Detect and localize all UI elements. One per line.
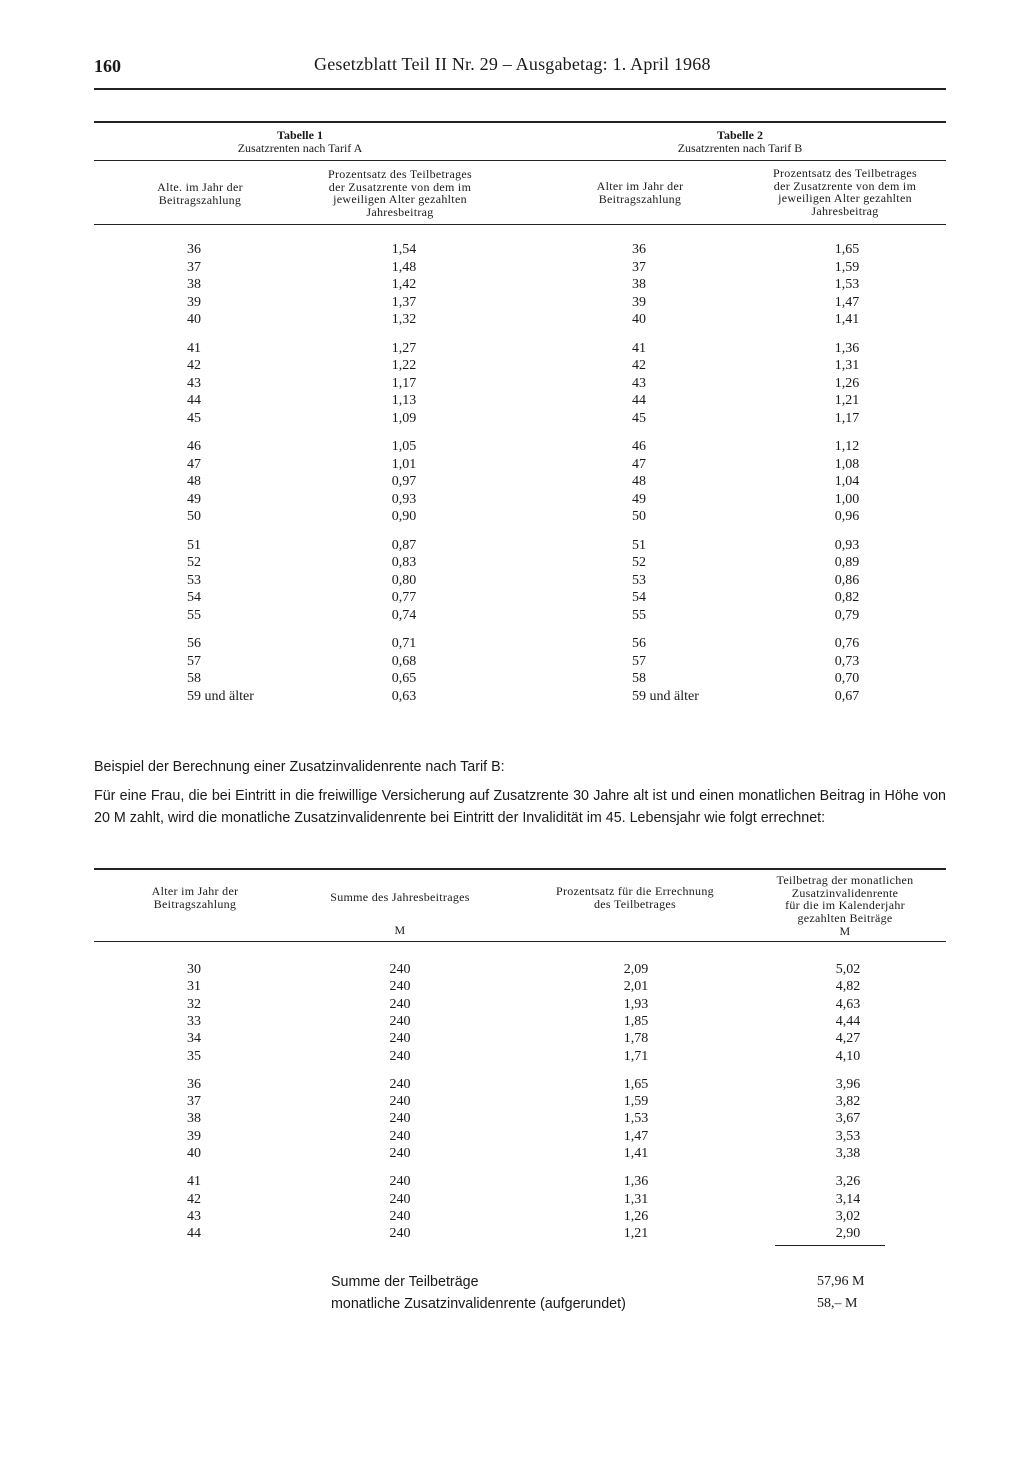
percent-cell: 1,71 — [623, 1048, 649, 1064]
table1-title: Tabelle 1 — [277, 128, 323, 142]
age-cell: 51 — [632, 537, 646, 553]
percent-cell: 0,67 — [834, 688, 860, 704]
age-cell: 54 — [632, 590, 646, 605]
age-cell: 44 — [187, 393, 201, 408]
percent-cell: 0,93 — [391, 491, 417, 507]
percent-cell: 0,86 — [834, 572, 860, 588]
sum-cell: 240 — [389, 1208, 411, 1224]
running-title: Gesetzblatt Teil II Nr. 29 – Ausgabetag: 1. April 1968 — [314, 54, 711, 74]
age-cell: 37 — [187, 1094, 201, 1110]
sum-cell: 240 — [389, 1048, 411, 1064]
percent-cell: 1,31 — [623, 1191, 649, 1207]
percent-cell: 0,89 — [834, 555, 860, 570]
age-cell: 39 — [187, 1128, 201, 1144]
percent-cell: 1,59 — [834, 259, 860, 275]
table3-age-header — [100, 885, 290, 910]
part-cell: 3,67 — [835, 1111, 861, 1127]
sum-value: 57,96 M — [817, 1274, 865, 1289]
percent-cell: 1,32 — [391, 312, 417, 327]
percent-cell: 0,70 — [834, 671, 860, 686]
age-cell: 40 — [187, 1146, 201, 1161]
age-cell: 36 — [632, 242, 646, 257]
table2-age-header — [550, 180, 730, 205]
percent-cell: 0,68 — [391, 653, 417, 669]
age-cell: 33 — [187, 1013, 201, 1029]
percent-cell: 1,01 — [391, 456, 417, 472]
header-line: Prozentsatz des Teilbetrages — [328, 167, 472, 181]
table1-subtitle: Zusatzrenten nach Tarif A — [237, 141, 363, 155]
age-cell: 59 und älter — [187, 688, 254, 704]
age-cell: 58 — [632, 671, 646, 686]
sum-cell: 240 — [389, 1031, 411, 1047]
sum-cell: 240 — [389, 962, 411, 977]
percent-cell: 0,80 — [391, 572, 417, 588]
table3-percent-header — [520, 885, 750, 910]
age-cell: 57 — [632, 653, 646, 669]
age-cell: 45 — [187, 410, 201, 426]
age-cell: 51 — [187, 537, 201, 553]
percent-cell: 1,47 — [623, 1128, 649, 1144]
age-cell: 53 — [187, 572, 201, 588]
header-line: Jahresbeitrag — [811, 203, 879, 218]
age-cell: 42 — [187, 358, 201, 373]
percent-cell: 1,53 — [623, 1111, 649, 1127]
age-cell: 59 und älter — [632, 688, 699, 704]
table3-part-unit: M — [839, 924, 851, 938]
age-cell: 50 — [632, 509, 646, 524]
table3-part-header — [740, 874, 950, 924]
percent-cell: 1,31 — [834, 358, 860, 373]
age-cell: 43 — [187, 375, 201, 391]
header-line: des Teilbetrages — [593, 896, 677, 911]
percent-cell: 1,21 — [834, 393, 860, 408]
table3-sum-unit: M — [394, 923, 406, 937]
percent-cell: 1,22 — [391, 358, 417, 373]
sum-cell: 240 — [389, 1013, 411, 1029]
age-cell: 30 — [187, 962, 201, 977]
age-cell: 32 — [187, 996, 201, 1012]
header-line: Summe des Jahresbeitrages — [330, 890, 470, 904]
part-cell: 5,02 — [835, 962, 861, 977]
percent-cell: 1,47 — [834, 294, 860, 310]
header-line: Alter im Jahr der — [596, 179, 684, 193]
age-cell: 54 — [187, 590, 201, 605]
age-cell: 43 — [632, 375, 646, 391]
part-cell: 4,10 — [835, 1048, 861, 1064]
sum-label: Summe der Teilbeträge — [331, 1274, 479, 1290]
tables-header-rule — [94, 224, 946, 225]
age-cell: 52 — [187, 555, 201, 570]
header-line: Alter im Jahr der — [151, 884, 239, 898]
header-rule — [94, 88, 946, 90]
age-cell: 36 — [187, 1076, 201, 1092]
percent-cell: 0,77 — [391, 590, 417, 605]
percent-cell: 1,59 — [623, 1094, 649, 1110]
table2-title: Tabelle 2 — [717, 128, 763, 142]
table1-percent-header — [290, 168, 510, 218]
age-cell: 53 — [632, 572, 646, 588]
age-cell: 43 — [187, 1208, 201, 1224]
header-line: Beitragszahlung — [598, 191, 682, 206]
age-cell: 37 — [632, 259, 646, 275]
part-cell: 3,38 — [835, 1146, 861, 1161]
age-cell: 40 — [187, 312, 201, 327]
percent-cell: 1,08 — [834, 456, 860, 472]
percent-cell: 0,63 — [391, 688, 417, 704]
age-cell: 56 — [632, 636, 646, 651]
percent-cell: 0,79 — [834, 607, 860, 623]
percent-cell: 1,27 — [391, 340, 417, 356]
age-cell: 38 — [632, 277, 646, 292]
part-cell: 3,14 — [835, 1191, 861, 1207]
percent-cell: 1,36 — [834, 340, 860, 356]
age-cell: 37 — [187, 259, 201, 275]
sum-cell: 240 — [389, 1076, 411, 1092]
sum-cell: 240 — [389, 1226, 411, 1242]
age-cell: 41 — [632, 340, 646, 356]
header-line: jeweiligen Alter gezahlten — [333, 192, 467, 206]
age-cell: 40 — [632, 312, 646, 327]
percent-cell: 1,41 — [834, 312, 860, 327]
header-line: gezahlten Beiträge — [797, 910, 893, 925]
age-cell: 46 — [632, 439, 646, 454]
age-cell: 36 — [187, 242, 201, 257]
age-cell: 55 — [632, 607, 646, 623]
percent-cell: 1,36 — [623, 1174, 649, 1190]
age-cell: 34 — [187, 1031, 201, 1047]
percent-cell: 0,96 — [834, 509, 860, 524]
example-heading: Beispiel der Berechnung einer Zusatzinvalidenrente nach Tarif B: — [94, 759, 505, 775]
age-cell: 58 — [187, 671, 201, 686]
header-line: Beitragszahlung — [153, 896, 237, 911]
header-line: der Zusatzrente von dem im — [773, 178, 917, 193]
age-cell: 47 — [187, 456, 201, 472]
header-line: Prozentsatz für die Errechnung — [556, 884, 714, 898]
percent-cell: 1,37 — [391, 294, 417, 310]
age-cell: 39 — [187, 294, 201, 310]
percent-cell: 0,82 — [834, 590, 860, 605]
percent-cell: 2,09 — [623, 962, 649, 977]
age-cell: 45 — [632, 410, 646, 426]
header-line: Teilbetrag der monatlichen — [776, 873, 914, 887]
age-cell: 44 — [187, 1226, 201, 1242]
age-cell: 48 — [632, 474, 646, 489]
percent-cell: 1,21 — [623, 1226, 649, 1242]
percent-cell: 0,65 — [391, 671, 417, 686]
age-cell: 50 — [187, 509, 201, 524]
percent-cell: 1,65 — [834, 242, 860, 257]
table2-percent-header — [730, 167, 960, 217]
part-cell: 2,90 — [835, 1226, 861, 1242]
age-cell: 31 — [187, 979, 201, 995]
page-number: 160 — [94, 56, 121, 76]
percent-cell: 2,01 — [623, 979, 649, 995]
tables-top-rule — [94, 121, 946, 123]
example-paragraph: Für eine Frau, die bei Eintritt in die freiwillige Versicherung auf Zusatzrente 30 Jahre alt ist und einen monatlichen Beitrag in Höhe von 20 M zahlt, wird die monatliche Zusatzinvalidenrente bei Eintritt der Invalidität im 45. Lebensjahr wie folgt errechnet: — [94, 788, 946, 826]
percent-cell: 0,87 — [391, 537, 417, 553]
percent-cell: 1,26 — [623, 1208, 649, 1224]
age-cell: 39 — [632, 294, 646, 310]
percent-cell: 1,05 — [391, 439, 417, 454]
header-line: Prozentsatz des Teilbetrages — [773, 166, 917, 180]
percent-cell: 1,93 — [623, 996, 649, 1012]
header-line: der Zusatzrente von dem im — [328, 179, 472, 194]
monthly-value: 58,– M — [817, 1296, 858, 1311]
percent-cell: 1,78 — [623, 1031, 649, 1047]
percent-cell: 1,42 — [391, 277, 417, 292]
table1-age-header — [110, 181, 290, 206]
percent-cell: 1,04 — [834, 474, 860, 489]
header-line: Jahresbeitrag — [366, 204, 434, 219]
percent-cell: 1,12 — [834, 439, 860, 454]
age-cell: 42 — [632, 358, 646, 373]
age-cell: 38 — [187, 277, 201, 292]
monthly-label: monatliche Zusatzinvalidenrente (aufgerundet) — [331, 1296, 626, 1312]
table3-header-rule — [94, 941, 946, 942]
age-cell: 35 — [187, 1048, 201, 1064]
part-cell: 3,26 — [835, 1174, 861, 1190]
percent-cell: 0,76 — [834, 636, 860, 651]
percent-cell: 1,48 — [391, 259, 417, 275]
sum-cell: 240 — [389, 1111, 411, 1127]
header-line: jeweiligen Alter gezahlten — [778, 191, 912, 205]
percent-cell: 1,09 — [391, 410, 417, 426]
percent-cell: 1,00 — [834, 491, 860, 507]
percent-cell: 1,54 — [391, 242, 417, 257]
sum-cell: 240 — [389, 1094, 411, 1110]
part-cell: 4,82 — [835, 979, 861, 995]
age-cell: 55 — [187, 607, 201, 623]
sum-cell: 240 — [389, 996, 411, 1012]
age-cell: 52 — [632, 555, 646, 570]
age-cell: 38 — [187, 1111, 201, 1127]
age-cell: 46 — [187, 439, 201, 454]
age-cell: 44 — [632, 393, 646, 408]
table3-top-rule — [94, 868, 946, 870]
table1-caption — [180, 129, 420, 155]
age-cell: 41 — [187, 1174, 201, 1190]
percent-cell: 0,73 — [834, 653, 860, 669]
percent-cell: 0,74 — [391, 607, 417, 623]
part-cell: 3,82 — [835, 1094, 861, 1110]
part-cell: 4,44 — [835, 1013, 861, 1029]
sum-rule — [775, 1245, 885, 1246]
percent-cell: 0,93 — [834, 537, 860, 553]
age-cell: 41 — [187, 340, 201, 356]
percent-cell: 1,26 — [834, 375, 860, 391]
table3-sum-header — [290, 891, 510, 904]
sum-cell: 240 — [389, 1128, 411, 1144]
part-cell: 3,96 — [835, 1076, 861, 1092]
percent-cell: 0,90 — [391, 509, 417, 524]
sum-cell: 240 — [389, 979, 411, 995]
percent-cell: 1,41 — [623, 1146, 649, 1161]
age-cell: 48 — [187, 474, 201, 489]
age-cell: 56 — [187, 636, 201, 651]
percent-cell: 0,97 — [391, 474, 417, 489]
age-cell: 49 — [187, 491, 201, 507]
part-cell: 4,63 — [835, 996, 861, 1012]
header-line: Zusatzinvalidenrente — [791, 885, 899, 900]
percent-cell: 1,65 — [623, 1076, 649, 1092]
percent-cell: 1,85 — [623, 1013, 649, 1029]
sum-cell: 240 — [389, 1174, 411, 1190]
header-line: für die im Kalenderjahr — [785, 898, 905, 912]
table2-caption — [620, 129, 860, 155]
sum-cell: 240 — [389, 1146, 411, 1161]
part-cell: 3,02 — [835, 1208, 861, 1224]
age-cell: 49 — [632, 491, 646, 507]
age-cell: 47 — [632, 456, 646, 472]
percent-cell: 1,17 — [391, 375, 417, 391]
tables-caption-rule — [94, 160, 946, 161]
sum-cell: 240 — [389, 1191, 411, 1207]
part-cell: 3,53 — [835, 1128, 861, 1144]
header-line: Beitragszahlung — [158, 192, 242, 207]
percent-cell: 1,17 — [834, 410, 860, 426]
percent-cell: 1,13 — [391, 393, 417, 408]
age-cell: 57 — [187, 653, 201, 669]
percent-cell: 0,83 — [391, 555, 417, 570]
table2-subtitle: Zusatzrenten nach Tarif B — [677, 141, 803, 155]
part-cell: 4,27 — [835, 1031, 861, 1047]
percent-cell: 1,53 — [834, 277, 860, 292]
percent-cell: 0,71 — [391, 636, 417, 651]
header-line: Alte. im Jahr der — [157, 180, 243, 194]
age-cell: 42 — [187, 1191, 201, 1207]
